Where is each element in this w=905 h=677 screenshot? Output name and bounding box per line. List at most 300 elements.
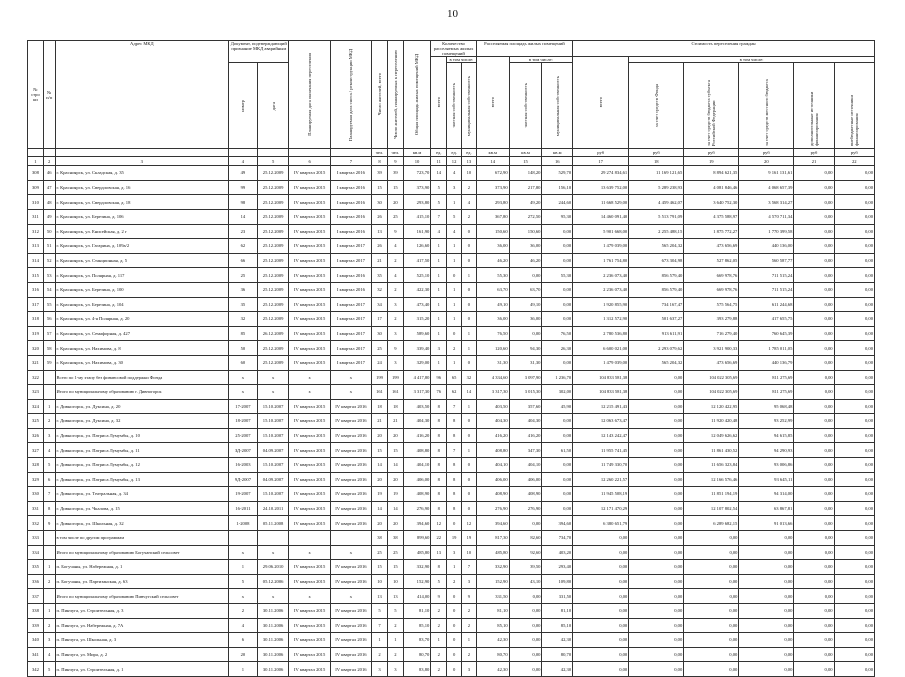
table-cell: 11 668 529,00 — [573, 195, 629, 210]
table-cell: 0,00 — [629, 589, 684, 604]
table-cell: 0,00 — [794, 253, 834, 268]
table-cell: 22 — [431, 531, 447, 546]
table-cell: 331,50 — [542, 589, 573, 604]
table-cell: 313 — [28, 239, 44, 254]
table-cell: 0,00 — [509, 604, 542, 619]
table-cell: 82,60 — [509, 531, 542, 546]
table-cell: x — [229, 589, 258, 604]
table-cell: 26.12.2009 — [257, 326, 289, 341]
table-cell: 734,70 — [542, 531, 573, 546]
table-cell: 0,00 — [629, 472, 684, 487]
table-cell: 1 761 754,80 — [573, 253, 629, 268]
table-cell: 4 459 462,07 — [629, 195, 684, 210]
table-cell: I квартал 2017 — [330, 326, 371, 341]
table-cell: 14 — [372, 458, 388, 473]
table-cell: 0,00 — [794, 414, 834, 429]
table-cell: 327 — [28, 443, 44, 458]
table-cell: 711 515,24 — [739, 282, 794, 297]
table-cell: 126,60 — [403, 239, 431, 254]
table-cell: 95 068,48 — [739, 399, 794, 414]
table-cell: IV квартал 2015 — [289, 458, 330, 473]
table-cell: 0,00 — [542, 282, 573, 297]
table-cell: 3 — [387, 662, 403, 677]
unit-cell: кв.м — [476, 149, 509, 157]
table-cell: 1 — [431, 355, 447, 370]
table-cell: 0,00 — [542, 297, 573, 312]
table-cell: IV квартал 2015 — [289, 326, 330, 341]
table-cell: 26 — [372, 209, 388, 224]
table-cell: 32 — [462, 370, 477, 385]
table-cell: 31,30 — [509, 355, 542, 370]
table-cell: x — [257, 545, 289, 560]
table-cell: IV квартал 2015 — [289, 282, 330, 297]
table-cell — [43, 545, 55, 560]
table-cell: 12 260 221,57 — [573, 472, 629, 487]
table-cell: 1 — [43, 560, 55, 575]
table-cell: IV квартал 2015 — [289, 574, 330, 589]
table-cell: 14 — [387, 501, 403, 516]
table-row — [28, 560, 875, 575]
table-cell: 404,30 — [476, 414, 509, 429]
table-cell: 15.10.2007 — [257, 428, 289, 443]
table-cell: 0,00 — [834, 633, 874, 648]
table-cell: 25.12.2009 — [257, 195, 289, 210]
table-cell: 1 — [431, 268, 447, 283]
table-cell: 0,00 — [684, 589, 739, 604]
table-cell: 46,20 — [509, 253, 542, 268]
table-cell: 0,00 — [834, 312, 874, 327]
table-cell: 0,00 — [834, 385, 874, 400]
table-cell: 25.12.2009 — [257, 166, 289, 181]
table-cell: 329,00 — [403, 355, 431, 370]
table-cell: 302,00 — [542, 385, 573, 400]
table-cell: 2 255 488,15 — [629, 224, 684, 239]
table-row — [28, 297, 875, 312]
table-cell: IV квартал 2015 — [289, 180, 330, 195]
table-cell: 19 — [372, 487, 388, 502]
table-cell: x — [330, 589, 371, 604]
table-cell: г. Дивногорск, ул. Чкалова, д. 15 — [55, 501, 229, 516]
unit-cell: ед. — [431, 149, 447, 157]
table-cell: 0,00 — [573, 604, 629, 619]
table-cell: 408,90 — [476, 487, 509, 502]
table-cell: x — [289, 545, 330, 560]
table-cell: 0,00 — [834, 355, 874, 370]
table-cell: 15 — [372, 180, 388, 195]
table-cell: 0,00 — [794, 443, 834, 458]
table-cell: IV квартал 2016 — [330, 501, 371, 516]
table-cell: 1 — [43, 399, 55, 414]
table-cell — [289, 531, 330, 546]
table-cell: 0,00 — [542, 428, 573, 443]
table-cell: 5 — [431, 195, 447, 210]
table-cell: 8 — [447, 428, 462, 443]
header-cost-local: за счет средств местного бюджета — [763, 79, 769, 146]
table-cell: 2 — [431, 618, 447, 633]
table-row — [28, 195, 875, 210]
table-cell: 332 — [28, 516, 44, 531]
header-cost: Стоимость переселения граждан — [573, 41, 875, 57]
table-cell: 760 645,39 — [739, 326, 794, 341]
table-row — [28, 385, 875, 400]
table-cell: 0,00 — [834, 399, 874, 414]
unit-cell: кв.м — [509, 149, 542, 157]
table-cell — [43, 385, 55, 400]
table-cell: x — [229, 370, 258, 385]
table-cell: IV квартал 2015 — [289, 428, 330, 443]
column-number-cell: 7 — [330, 157, 371, 166]
table-cell: 415,10 — [403, 209, 431, 224]
table-cell: 333 — [28, 531, 44, 546]
unit-cell: руб — [739, 149, 794, 157]
column-number-cell: 14 — [476, 157, 509, 166]
table-cell: 42,30 — [476, 633, 509, 648]
table-cell: 5 — [431, 180, 447, 195]
table-cell: 9 — [43, 516, 55, 531]
table-cell: 0,00 — [684, 545, 739, 560]
table-cell: 334 — [28, 545, 44, 560]
header-plan-demolish: Планируемая дата сноса / реконструкции МКД — [348, 48, 354, 141]
table-cell: 0,00 — [834, 224, 874, 239]
table-cell: 199 — [387, 370, 403, 385]
table-cell: 0,00 — [629, 428, 684, 443]
table-cell: 2 — [43, 618, 55, 633]
table-cell: 81,10 — [476, 604, 509, 619]
table-cell: 25.12.2009 — [257, 282, 289, 297]
table-cell: 1 875 772,27 — [684, 224, 739, 239]
table-cell: 416,20 — [476, 428, 509, 443]
table-cell: 29 274 834,61 — [573, 166, 629, 181]
table-cell: 4 — [229, 618, 258, 633]
table-cell: 93 645,11 — [739, 472, 794, 487]
table-cell: 8 — [431, 458, 447, 473]
table-cell: 94 314,00 — [739, 487, 794, 502]
table-cell: 0,00 — [542, 472, 573, 487]
table-cell: 0,00 — [794, 385, 834, 400]
table-cell: 565 204,32 — [629, 355, 684, 370]
table-cell: 2 236 073,40 — [573, 282, 629, 297]
table-cell: 3 097,90 — [509, 370, 542, 385]
table-cell: 5 513 791,09 — [629, 209, 684, 224]
table-row — [28, 341, 875, 356]
table-cell: 856 579,40 — [629, 268, 684, 283]
table-cell: 9 — [387, 224, 403, 239]
table-cell: 529,70 — [542, 166, 573, 181]
table-cell: 0,00 — [542, 224, 573, 239]
table-cell: 2 780 536,80 — [573, 326, 629, 341]
table-cell: 0,00 — [794, 166, 834, 181]
table-cell: 316 — [28, 282, 44, 297]
table-cell: I квартал 2016 — [330, 224, 371, 239]
table-cell: 393 279,88 — [684, 312, 739, 327]
table-cell: г. Красноярск, ул. Енисейская, д. 2 г — [55, 224, 229, 239]
table-cell: 7 — [462, 560, 477, 575]
table-cell: 39 — [372, 166, 388, 181]
table-cell: 314 — [28, 253, 44, 268]
table-row — [28, 370, 875, 385]
header-area-munic: муниципальная собственность — [554, 75, 560, 136]
table-cell: г. Дивногорск, ул. Дуксина, д. 32 — [55, 414, 229, 429]
table-cell: 0,00 — [509, 589, 542, 604]
table-cell: 0,00 — [834, 472, 874, 487]
table-cell: 4 — [462, 195, 477, 210]
table-cell: 16-2003 — [229, 458, 258, 473]
table-cell: 0,00 — [573, 574, 629, 589]
table-cell: 473 656,69 — [684, 239, 739, 254]
table-cell: 12 120 422,95 — [684, 399, 739, 414]
table-cell: 485,80 — [403, 545, 431, 560]
table-cell: 0,00 — [739, 604, 794, 619]
table-cell: 8 — [431, 443, 447, 458]
table-cell: 373,90 — [476, 180, 509, 195]
table-cell: 120,60 — [476, 341, 509, 356]
table-cell: 0,00 — [573, 545, 629, 560]
table-cell: 8 — [431, 487, 447, 502]
table-cell: 3 — [43, 633, 55, 648]
table-cell: 0 — [447, 589, 462, 604]
table-cell: п. Пинчуга, ул. Набережная, д. 7А — [55, 618, 229, 633]
table-cell: 403,50 — [403, 399, 431, 414]
table-cell: 94,30 — [509, 341, 542, 356]
table-cell: 25.12.2009 — [257, 268, 289, 283]
table-cell: 19-2007 — [229, 487, 258, 502]
table-cell: 2 — [431, 604, 447, 619]
table-cell: IV квартал 2016 — [330, 487, 371, 502]
table-cell: 76 — [431, 385, 447, 400]
table-cell: x — [330, 545, 371, 560]
table-cell: 21 — [372, 253, 388, 268]
table-row — [28, 282, 875, 297]
table-cell: 9 — [431, 589, 447, 604]
table-cell: 0,00 — [834, 443, 874, 458]
table-cell: 0,00 — [834, 209, 874, 224]
table-cell: I квартал 2016 — [330, 180, 371, 195]
table-row — [28, 574, 875, 589]
table-cell: 403,50 — [476, 399, 509, 414]
table-cell: 25.12.2009 — [257, 312, 289, 327]
table-row — [28, 239, 875, 254]
table-cell: IV квартал 2016 — [330, 574, 371, 589]
table-cell: 1 — [447, 355, 462, 370]
table-cell: 0 — [462, 428, 477, 443]
table-cell: 85,10 — [476, 618, 509, 633]
table-cell: 0,00 — [794, 487, 834, 502]
table-cell: 20 — [229, 647, 258, 662]
table-cell: 0,00 — [573, 618, 629, 633]
table-cell: 0,00 — [794, 501, 834, 516]
table-cell: 42,30 — [476, 662, 509, 677]
table-cell: 1 — [462, 633, 477, 648]
table-cell: 7 — [43, 487, 55, 502]
table-cell: 80,70 — [542, 647, 573, 662]
table-row — [28, 399, 875, 414]
table-cell: 0,00 — [794, 589, 834, 604]
table-cell: 6 — [229, 633, 258, 648]
table-cell: 408,80 — [476, 443, 509, 458]
table-cell: 0 — [462, 297, 477, 312]
table-cell: 2 — [387, 618, 403, 633]
table-cell: г. Красноярск, ул. Свердловская, д. 16 — [55, 180, 229, 195]
table-cell: 36,00 — [476, 312, 509, 327]
table-cell: 3 640 752,30 — [684, 195, 739, 210]
table-cell: 4 570 711,34 — [739, 209, 794, 224]
table-cell: 26 — [372, 239, 388, 254]
table-cell: 394,60 — [476, 516, 509, 531]
unit-cell: руб — [684, 149, 739, 157]
table-cell: 10 — [372, 574, 388, 589]
table-cell: 0,00 — [684, 574, 739, 589]
column-number-cell: 8 — [372, 157, 388, 166]
table-cell: 394,60 — [403, 516, 431, 531]
table-cell: 62 — [229, 239, 258, 254]
table-cell: 25.12.2009 — [257, 355, 289, 370]
table-cell: x — [330, 385, 371, 400]
table-cell: 35 — [372, 268, 388, 283]
table-cell: IV квартал 2015 — [289, 195, 330, 210]
table-cell: 25 — [229, 268, 258, 283]
table-cell: 3 — [372, 662, 388, 677]
table-cell: 1 — [447, 282, 462, 297]
header-area-resettled: Расселяемая площадь жилых помещений — [476, 41, 572, 57]
table-cell: 0 — [447, 662, 462, 677]
table-cell: 408,90 — [509, 487, 542, 502]
table-cell: 404,30 — [403, 414, 431, 429]
table-cell: 0,00 — [834, 560, 874, 575]
table-cell: IV квартал 2016 — [330, 604, 371, 619]
table-cell: 63,70 — [509, 282, 542, 297]
table-cell: 0,00 — [629, 662, 684, 677]
table-cell: 51 — [43, 239, 55, 254]
table-cell: 325 — [28, 414, 44, 429]
table-cell: 2 — [431, 647, 447, 662]
table-cell: 4 — [43, 443, 55, 458]
table-cell: 13 — [387, 589, 403, 604]
table-cell: 18 — [372, 399, 388, 414]
table-cell: 317 — [28, 297, 44, 312]
table-cell: 394,60 — [542, 516, 573, 531]
table-row — [28, 166, 875, 181]
table-cell: IV квартал 2015 — [289, 560, 330, 575]
header-item-number: № п/п — [43, 41, 55, 149]
table-cell: 0,00 — [834, 516, 874, 531]
table-cell: 0,00 — [794, 326, 834, 341]
table-cell: 4 081 846,46 — [684, 180, 739, 195]
table-cell: 417 655,75 — [739, 312, 794, 327]
table-cell: 11 920 420,48 — [684, 414, 739, 429]
table-cell: 49,10 — [476, 297, 509, 312]
table-cell: Итого по муниципальному образованию Богучанский сельсовет — [55, 545, 229, 560]
unit-cell: кв.м — [542, 149, 573, 157]
table-cell: 43,10 — [509, 574, 542, 589]
table-cell: 0,00 — [794, 647, 834, 662]
table-cell: 7 — [431, 209, 447, 224]
table-cell: IV квартал 2016 — [330, 443, 371, 458]
table-cell: 276,90 — [509, 501, 542, 516]
table-cell: 0 — [447, 516, 462, 531]
table-cell: 3 568 314,27 — [739, 195, 794, 210]
table-cell: 10 — [462, 545, 477, 560]
table-cell: 13 639 752,00 — [573, 180, 629, 195]
table-cell: 45,90 — [542, 399, 573, 414]
table-cell: 323 — [28, 385, 44, 400]
table-cell: 76,50 — [476, 326, 509, 341]
table-cell: 8 — [431, 428, 447, 443]
table-cell: 416,20 — [509, 428, 542, 443]
table-cell: 8 — [447, 458, 462, 473]
table-cell: 0,00 — [542, 312, 573, 327]
table-cell: 527 862,05 — [684, 253, 739, 268]
unit-cell — [55, 149, 229, 157]
table-cell: 0,00 — [794, 604, 834, 619]
table-cell: 12 049 626,62 — [684, 428, 739, 443]
unit-cell: руб — [834, 149, 874, 157]
table-cell: 12 107 802,54 — [684, 501, 739, 516]
table-cell: 20 — [372, 428, 388, 443]
table-cell: 0 — [447, 326, 462, 341]
table-cell: 0 — [462, 472, 477, 487]
table-cell: 04.09.2007 — [257, 472, 289, 487]
table-cell: 0 — [462, 239, 477, 254]
table-cell: в том числе по другим программам — [55, 531, 229, 546]
table-cell: 18-2007 — [229, 414, 258, 429]
table-row — [28, 414, 875, 429]
table-row — [28, 312, 875, 327]
table-cell: 32 — [229, 312, 258, 327]
table-cell: 1 — [431, 326, 447, 341]
table-cell: 17 — [372, 312, 388, 327]
table-cell: IV квартал 2015 — [289, 297, 330, 312]
table-cell: 0,00 — [794, 458, 834, 473]
header-area-total2: всего — [490, 97, 496, 108]
table-cell: 501 637,27 — [629, 312, 684, 327]
table-cell: 367,80 — [476, 209, 509, 224]
column-number-cell: 22 — [834, 157, 874, 166]
table-cell: 21 — [372, 414, 388, 429]
table-cell: 25.12.2009 — [257, 239, 289, 254]
table-cell: 156,10 — [542, 180, 573, 195]
table-cell: 30.11.2006 — [257, 662, 289, 677]
column-number-cell: 3 — [55, 157, 229, 166]
header-incl3: в том числе: — [629, 57, 875, 63]
table-cell: 0 — [462, 487, 477, 502]
table-cell: 403,20 — [542, 545, 573, 560]
column-number-cell: 13 — [462, 157, 477, 166]
table-cell: 3 — [387, 297, 403, 312]
table-cell: 20 — [372, 516, 388, 531]
table-cell: 9 161 131,61 — [739, 166, 794, 181]
unit-cell — [43, 149, 55, 157]
table-cell: 328 — [28, 458, 44, 473]
column-number-cell: 2 — [43, 157, 55, 166]
table-cell: 25.12.2009 — [257, 253, 289, 268]
table-cell: 0,00 — [684, 662, 739, 677]
header-cost-extra: дополнительные источники финансирования — [808, 91, 819, 146]
table-cell: 0,00 — [629, 385, 684, 400]
table-cell: п. Пинчуга, ул. Мира, д. 2 — [55, 647, 229, 662]
table-cell: 54 — [43, 282, 55, 297]
table-cell: IV квартал 2015 — [289, 341, 330, 356]
table-cell: 5 — [372, 604, 388, 619]
table-cell: 4 334,60 — [476, 370, 509, 385]
table-cell: IV квартал 2015 — [289, 662, 330, 677]
column-number-cell: 10 — [403, 157, 431, 166]
table-cell: 10 — [462, 166, 477, 181]
table-row — [28, 589, 875, 604]
table-cell: 12 — [462, 516, 477, 531]
table-cell: 0,00 — [509, 647, 542, 662]
table-cell: IV квартал 2015 — [289, 399, 330, 414]
table-cell: 92,60 — [509, 545, 542, 560]
